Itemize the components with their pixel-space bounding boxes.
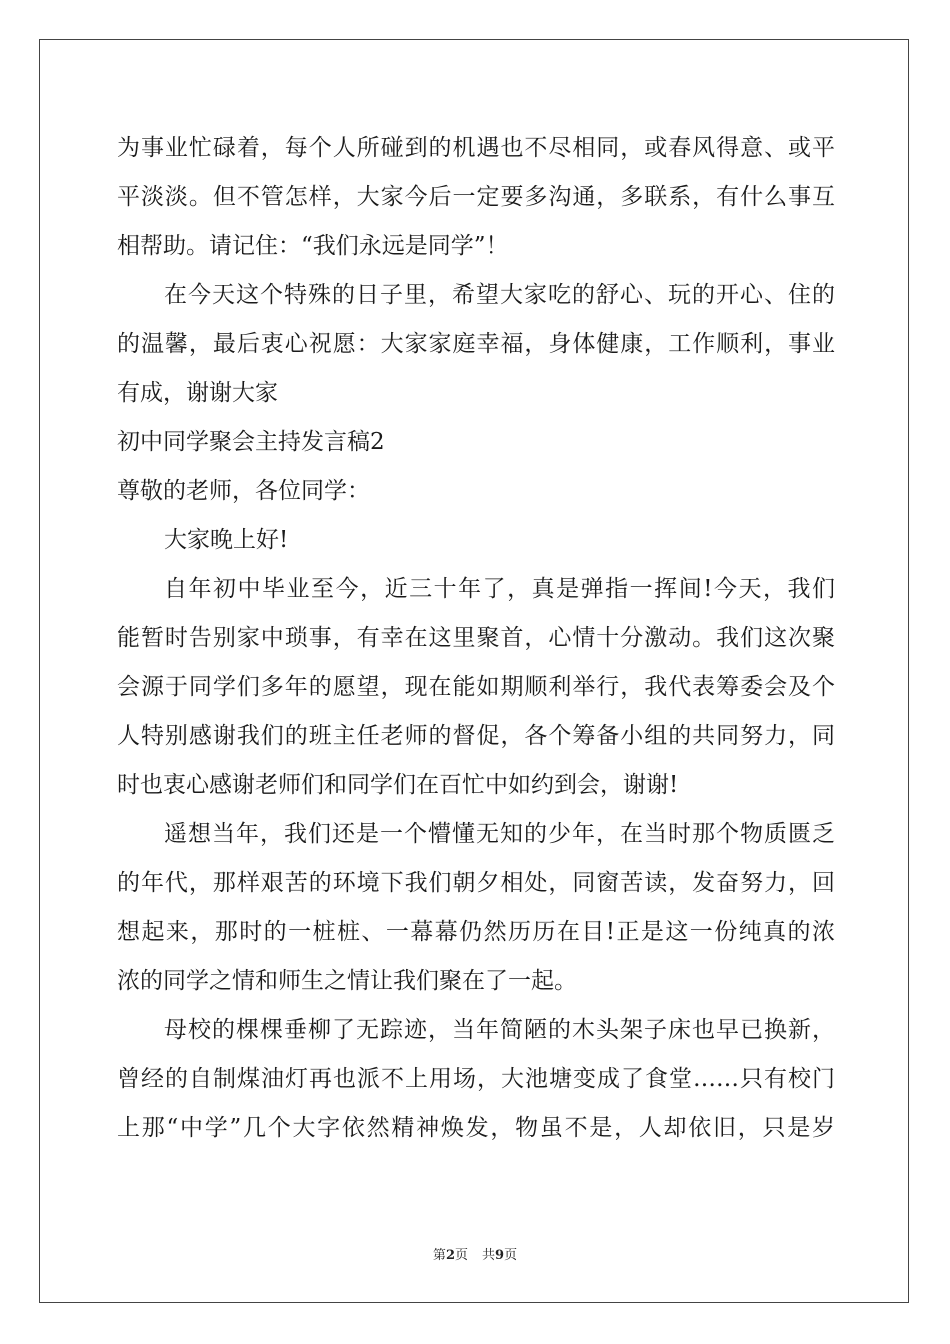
page-total: 9: [495, 1248, 505, 1263]
text-line: 的温馨，最后衷心祝愿：大家家庭幸福，身体健康，工作顺利，事业: [117, 331, 835, 357]
text-line: 有成，谢谢大家: [117, 380, 278, 406]
total-unit: 页: [504, 1248, 518, 1263]
text-line: 能暂时告别家中琐事，有幸在这里聚首，心情十分激动。我们这次聚: [117, 625, 835, 651]
page-unit: 页: [454, 1248, 468, 1263]
total-prefix: 共: [482, 1248, 496, 1263]
page-current: 2: [445, 1248, 455, 1263]
text-line: 浓的同学之情和师生之情让我们聚在了一起。: [117, 968, 577, 994]
text-line: 平淡淡。但不管怎样，大家今后一定要多沟通，多联系，有什么事互: [117, 184, 835, 210]
text-line: 曾经的自制煤油灯再也派不上用场，大池塘变成了食堂……只有校门: [117, 1066, 835, 1092]
page-prefix: 第: [432, 1248, 446, 1263]
text-line: 为事业忙碌着，每个人所碰到的机遇也不尽相同，或春风得意、或平: [117, 135, 835, 161]
text-line: 的年代，那样艰苦的环境下我们朝夕相处，同窗苦读，发奋努力，回: [117, 870, 835, 896]
text-line: 遥想当年，我们还是一个懵懂无知的少年，在当时那个物质匮乏: [164, 821, 835, 847]
text-line: 人特别感谢我们的班主任老师的督促，各个筹备小组的共同努力，同: [117, 723, 835, 749]
text-line: 在今天这个特殊的日子里，希望大家吃的舒心、玩的开心、住的: [164, 282, 835, 308]
salutation: 尊敬的老师，各位同学：: [117, 478, 370, 504]
section-heading: 初中同学聚会主持发言稿2: [117, 429, 385, 455]
text-line: 上那“中学”几个大字依然精神焕发，物虽不是，人却依旧，只是岁: [117, 1115, 835, 1141]
document-body: [117, 124, 835, 1153]
text-line: 会源于同学们多年的愿望，现在能如期顺利举行，我代表筹委会及个: [117, 674, 835, 700]
greeting: 大家晚上好!: [164, 527, 289, 553]
text-line: 想起来，那时的一桩桩、一幕幕仍然历历在目!正是这一份纯真的浓: [117, 919, 835, 945]
text-line: 母校的棵棵垂柳了无踪迹，当年简陋的木头架子床也早已换新，: [164, 1017, 835, 1043]
page-footer: [0, 1247, 950, 1265]
text-line: 相帮助。请记住：“我们永远是同学”！: [117, 233, 509, 259]
text-line: 时也衷心感谢老师们和同学们在百忙中如约到会，谢谢!: [117, 772, 679, 798]
text-line: 自年初中毕业至今，近三十年了，真是弹指一挥间!今天，我们: [164, 576, 835, 602]
